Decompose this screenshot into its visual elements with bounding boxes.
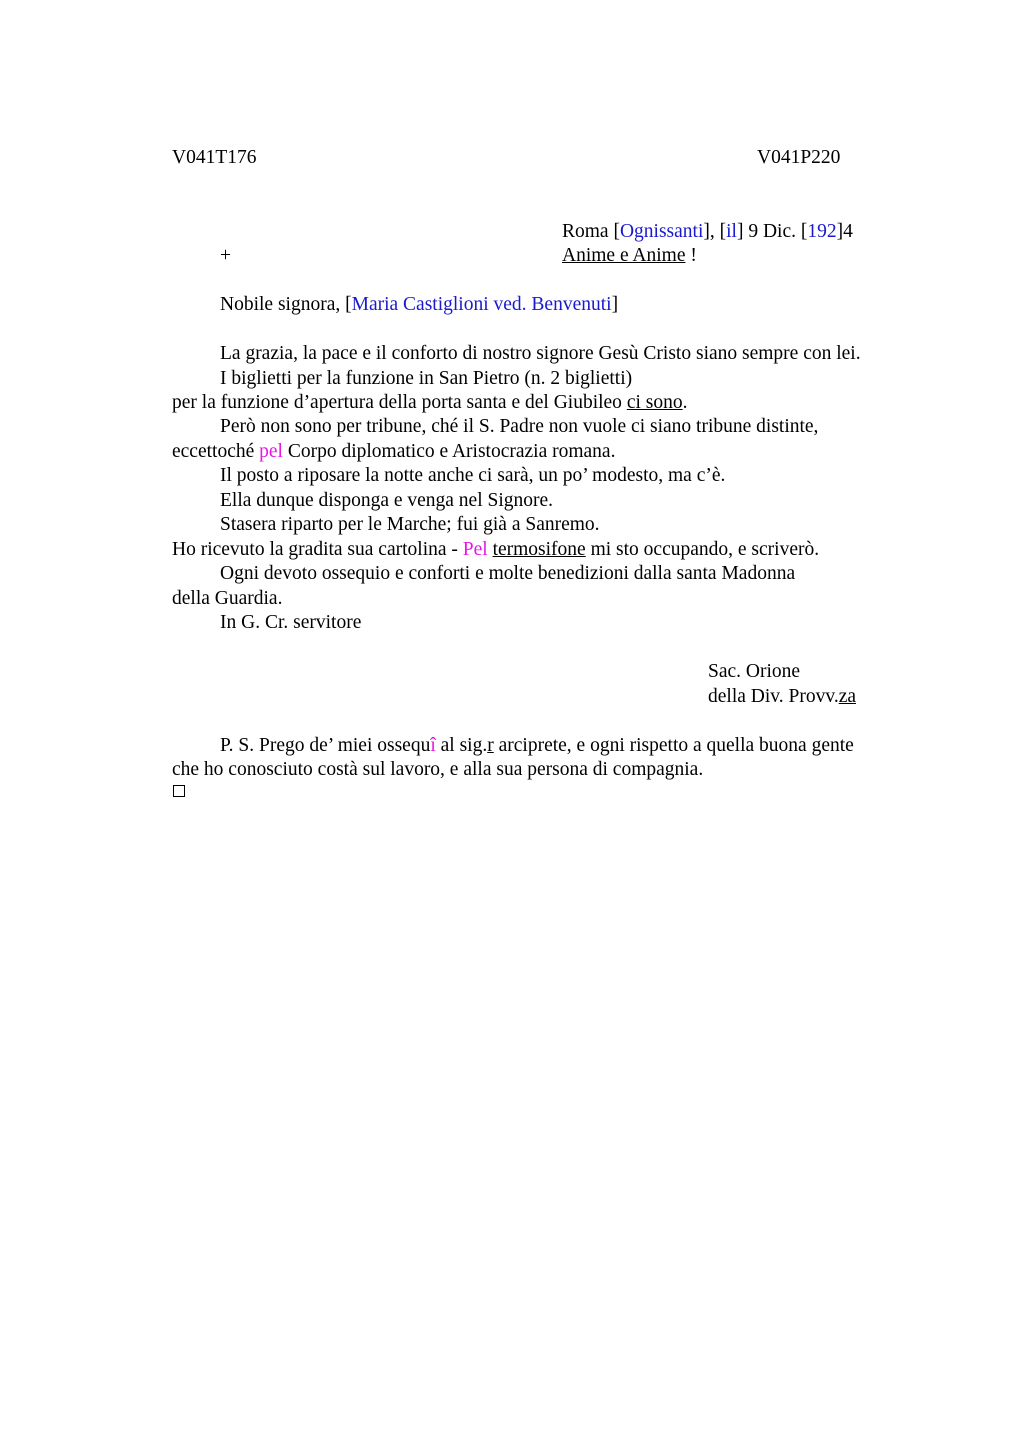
dateline (562, 220, 853, 244)
body-text: mi sto occupando, e scriverò. (585, 539, 820, 560)
body-underlined: termosifone (492, 539, 586, 560)
postscript-line: che ho conosciuto costà sul lavoro, e alla sua persona di compagnia. (172, 759, 704, 780)
salutation-end: ] (611, 294, 619, 315)
left-code: V041T176 (172, 147, 257, 168)
signature-underlined: za (838, 686, 857, 707)
ps-text: al sig. (435, 735, 488, 756)
dateline-place: Ognissanti (619, 221, 704, 242)
dateline-article: il (726, 221, 737, 242)
cross-mark: + (220, 245, 231, 266)
body-highlight: Pel (462, 539, 488, 560)
recipient-name: Maria Castiglioni ved. Benvenuti (351, 294, 612, 315)
body-text: Corpo diplomatico e Aristocrazia romana. (282, 441, 616, 462)
body-line: Stasera riparto per le Marche; fui già a Sanremo. (220, 514, 600, 535)
signature-text: della Div. Provv. (708, 686, 839, 707)
dateline-text: ]4 (836, 221, 853, 242)
body-text: . (682, 392, 688, 413)
motto (562, 244, 697, 268)
body-line: I biglietti per la funzione in San Pietro (n. 2 biglietti) (220, 368, 633, 389)
end-box-icon (173, 785, 185, 797)
body-underlined: ci sono (626, 392, 683, 413)
body-line: Il posto a riposare la notte anche ci sarà, un po’ modesto, ma c’è. (220, 465, 726, 486)
dateline-text: ] 9 Dic. [ (736, 221, 808, 242)
salutation (220, 293, 618, 317)
body-text: Ho ricevuto la gradita sua cartolina - (172, 539, 463, 560)
motto-end: ! (685, 245, 697, 266)
body-text: eccettoché (172, 441, 260, 462)
body-line: Però non sono per tribune, ché il S. Padre non vuole ci siano tribune distinte, (220, 416, 819, 437)
ps-highlight: î (430, 735, 436, 756)
body-highlight: pel (259, 441, 283, 462)
signature-title (708, 685, 856, 709)
salutation-text: Nobile signora, [ (220, 294, 352, 315)
body-line: Ogni devoto ossequio e conforti e molte benedizioni dalla santa Madonna (220, 563, 796, 584)
body-line (172, 538, 819, 562)
dateline-text: ], [ (703, 221, 727, 242)
postscript-line (220, 734, 854, 758)
dateline-year: 192 (807, 221, 837, 242)
body-line (172, 391, 687, 415)
body-text: per la funzione d’apertura della porta santa e del Giubileo (172, 392, 627, 413)
ps-text: arciprete, e ogni rispetto a quella buona gente (493, 735, 854, 756)
motto-text: Anime e Anime (562, 245, 686, 266)
right-code: V041P220 (757, 147, 841, 168)
dateline-text: Roma [ (562, 221, 620, 242)
body-line: della Guardia. (172, 588, 283, 609)
body-line (172, 440, 615, 464)
body-line: La grazia, la pace e il conforto di nostro signore Gesù Cristo siano sempre con lei. (220, 343, 861, 364)
signature-name: Sac. Orione (708, 661, 801, 682)
closing-line: In G. Cr. servitore (220, 612, 362, 633)
ps-text: P. S. Prego de’ miei ossequ (220, 735, 431, 756)
ps-underlined: r (487, 735, 494, 756)
body-line: Ella dunque disponga e venga nel Signore. (220, 490, 554, 511)
